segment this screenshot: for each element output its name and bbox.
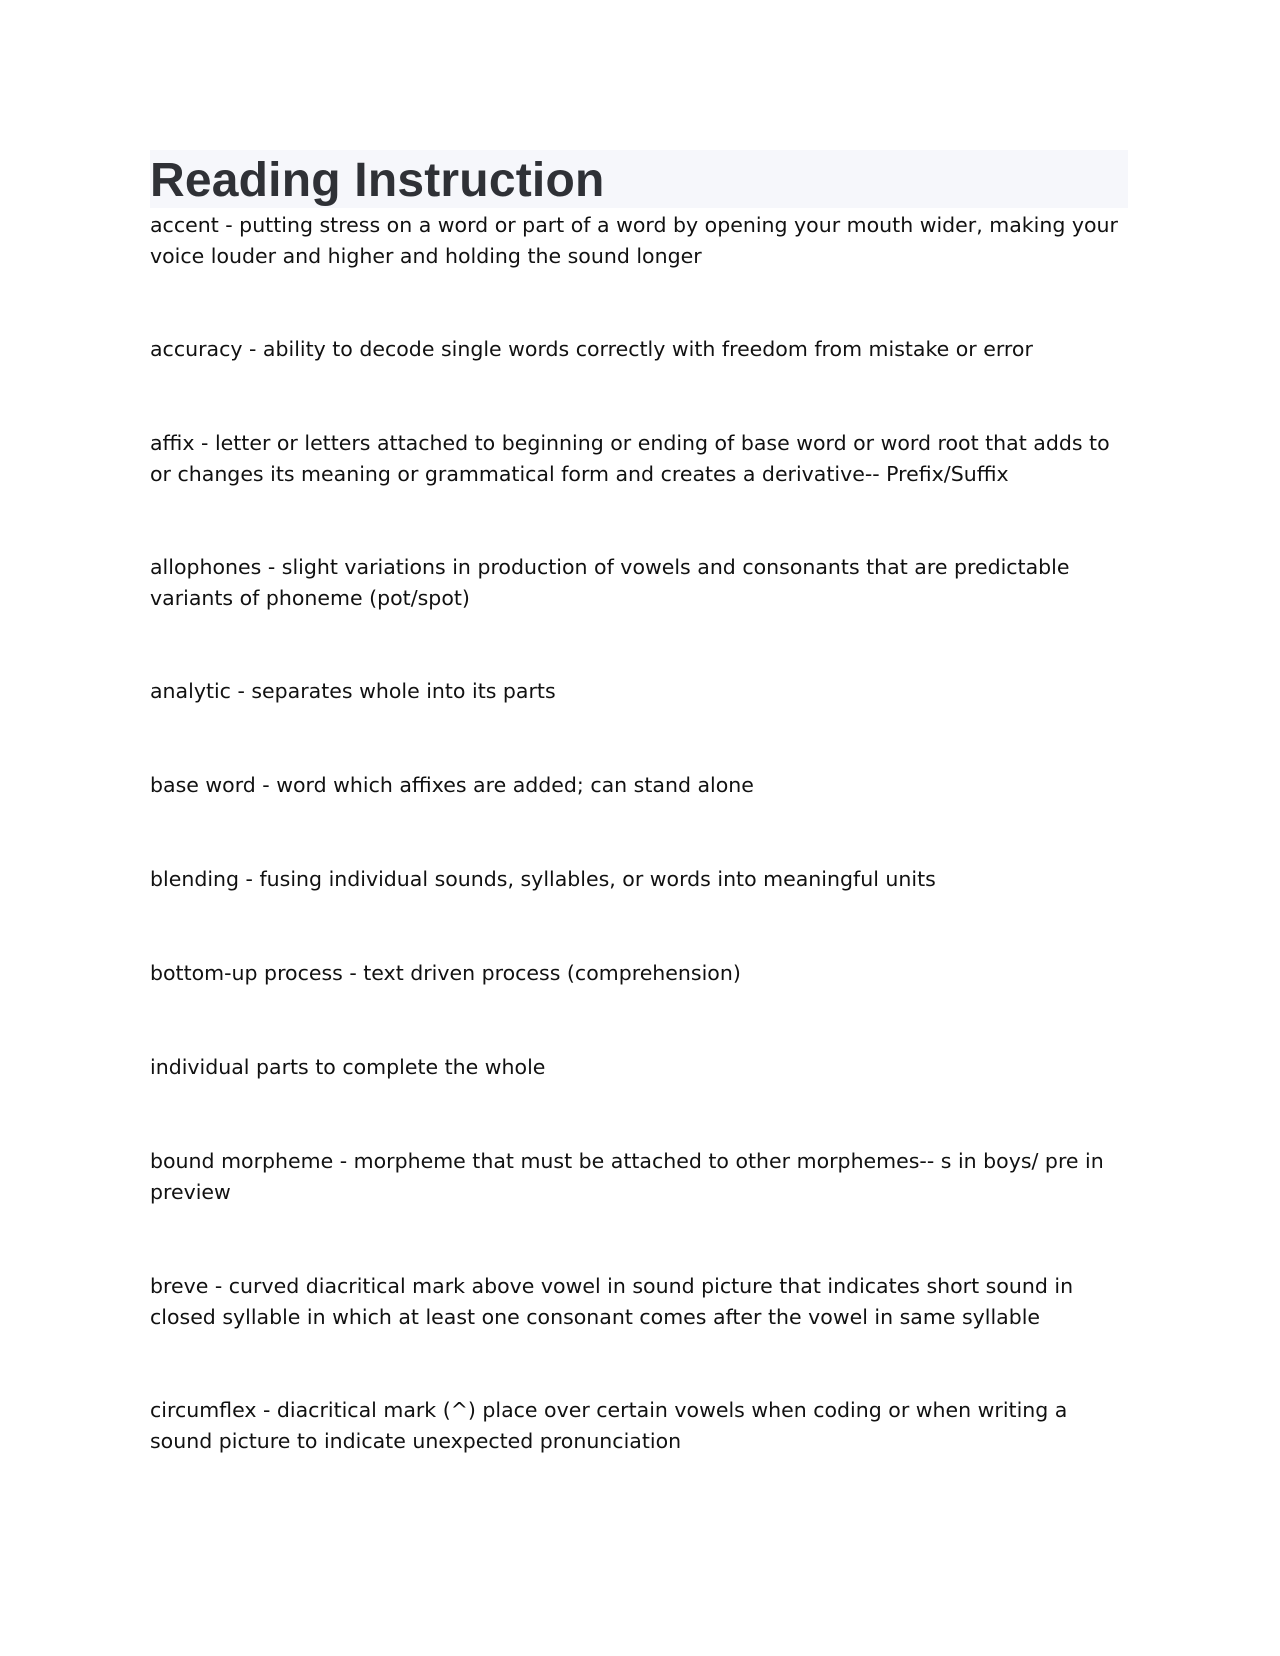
- glossary-entry-bottom-up-process: bottom-up process - text driven process (comprehension): [150, 961, 741, 985]
- document-title: Reading Instruction: [150, 154, 605, 207]
- glossary-entry-analytic: analytic - separates whole into its parts: [150, 679, 556, 703]
- glossary-entry-individual-parts: individual parts to complete the whole: [150, 1055, 546, 1079]
- document-page: [150, 150, 1128, 1519]
- glossary-entry-accent: accent - putting stress on a word or part of a word by opening your mouth wider, making your voice louder and higher and holding the sound longer: [150, 213, 1118, 268]
- glossary-entry-blending: blending - fusing individual sounds, syllables, or words into meaningful units: [150, 867, 936, 891]
- glossary-entry-allophones: allophones - slight variations in production of vowels and consonants that are predictable variants of phoneme (pot/spot): [150, 555, 1070, 610]
- glossary-entry-accuracy: accuracy - ability to decode single words correctly with freedom from mistake or error: [150, 337, 1033, 361]
- title-band: [150, 150, 1128, 208]
- glossary-entry-bound-morpheme: bound morpheme - morpheme that must be attached to other morphemes-- s in boys/ pre in preview: [150, 1149, 1104, 1204]
- glossary-entry-affix: affix - letter or letters attached to beginning or ending of base word or word root that adds to or changes its meaning or grammatical form and creates a derivative-- Prefix/Suffix: [150, 431, 1110, 486]
- glossary-entry-circumflex: circumflex - diacritical mark (^) place over certain vowels when coding or when writing a sound picture to indicate unexpected pronunciation: [150, 1398, 1068, 1453]
- glossary-entry-breve: breve - curved diacritical mark above vowel in sound picture that indicates short sound in closed syllable in which at least one consonant comes after the vowel in same syllable: [150, 1274, 1074, 1329]
- glossary-entry-base-word: base word - word which affixes are added; can stand alone: [150, 773, 754, 797]
- glossary-list: [150, 210, 1128, 1457]
